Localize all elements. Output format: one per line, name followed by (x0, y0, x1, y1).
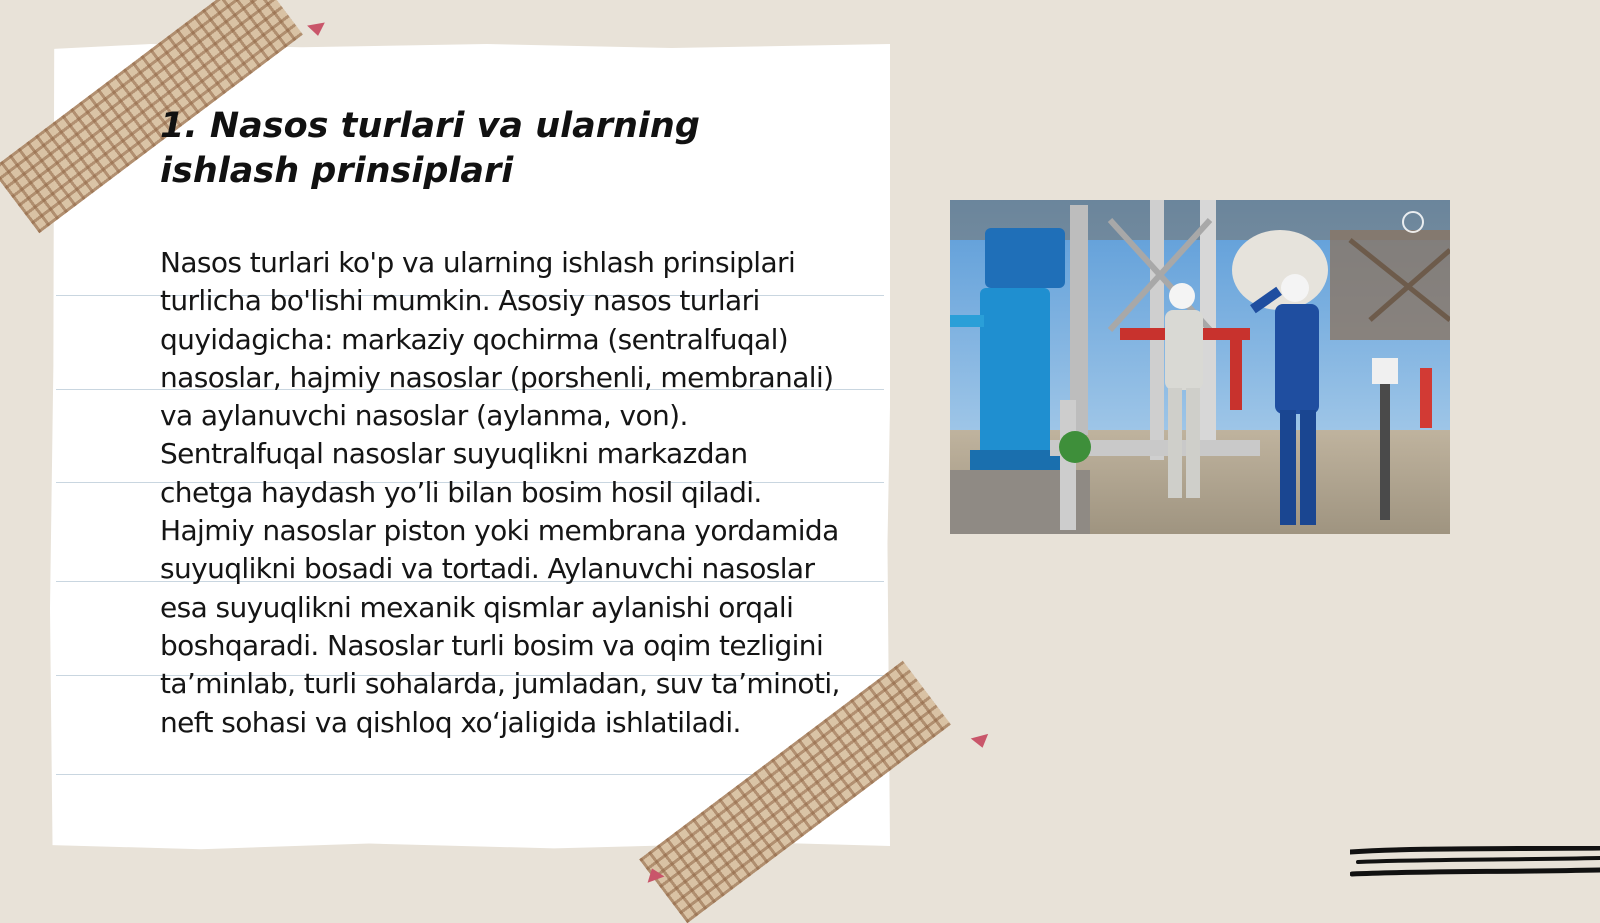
brush-stroke-lines (1350, 846, 1600, 891)
pin-accent-bottom-right (971, 734, 991, 750)
slide-title: 1. Nasos turlari va ularning ishlash prinsiplari (160, 106, 700, 191)
slide-body-text: Nasos turlari ko'p va ularning ishlash prinsiplari turlicha bo'lishi mumkin. Asosiy nasos turlari quyidagicha: markaziy qochirma (sentralfuqal) nasoslar, hajmiy nasoslar (porshenli, membranali) va aylanuvchi nasoslar (aylanma, von). Sentralfuqal nasoslar suyuqlikni markazdan chetga haydash yo’li bilan bosim hosil qiladi. Hajmiy nasoslar piston yoki membrana yordamida suyuqlikni bosadi va tortadi. Aylanuvchi nasoslar esa suyuqlikni mexanik qismlar aylanishi orqali boshqaradi. Nasoslar turli bosim va oqim tezligini ta’minlab, turli sohalarda, jumladan, suv ta’minoti, neft sohasi va qishloq xo‘jaligida ishlatiladi. (160, 246, 840, 739)
pin-accent-top (307, 23, 327, 38)
industrial-pump-photo (950, 200, 1450, 534)
